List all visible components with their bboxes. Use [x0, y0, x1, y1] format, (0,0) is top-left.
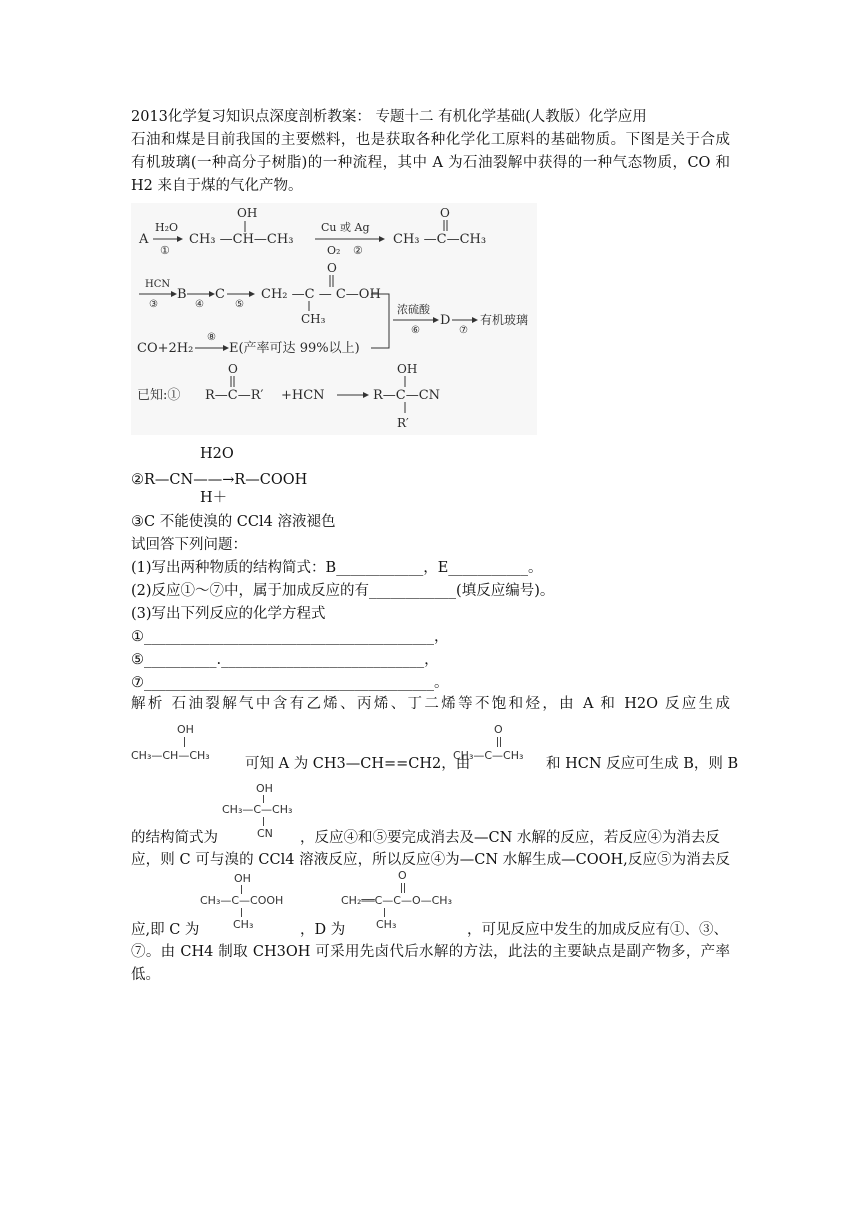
ketone-formula: R—C—R′	[205, 388, 264, 403]
cyanohydrin-r-prime: R′	[397, 416, 409, 430]
analysis-line-7: 低。	[131, 967, 160, 983]
analysis-line-3b: ，反应④和⑤要完成消去及—CN 水解的反应，若反应④为消去反	[300, 830, 720, 846]
step-4-number: ④	[195, 299, 204, 310]
known-label: 已知:①	[137, 388, 181, 403]
structure-5-formula: CH₂══C—C—O—CH₃	[341, 894, 452, 907]
structure-2-oxygen: O	[494, 723, 503, 736]
hcn-reagent-label: HCN	[145, 279, 171, 290]
known3-condition: ③C 不能使溴的 CCl4 溶液褪色	[131, 514, 336, 530]
analysis-line-1: 解析 石油裂解气中含有乙烯、丙烯、丁二烯等不饱和烃，由 A 和 H2O 反应生成	[131, 696, 730, 712]
arrow-head-5	[249, 291, 255, 297]
known-arrow-head	[363, 392, 369, 398]
answer-blank-7: ⑦________________________________________。	[131, 675, 449, 691]
sulfuric-acid-label: 浓硫酸	[397, 303, 430, 316]
analysis-line-4: 应，则 C 可与溴的 CCl4 溶液反应，所以反应④为—CN 水解生成—COOH,反应⑤为消去反	[131, 852, 730, 868]
step-7-number: ⑦	[459, 325, 468, 336]
acetone-formula: CH₃ —C—CH₃	[393, 232, 487, 247]
step-1-number: ①	[160, 244, 170, 257]
structure-2-double-bond	[497, 737, 501, 747]
step-6-number: ⑥	[411, 325, 420, 336]
structure-1-isopropanol: CH₃—CH—CH₃	[131, 749, 210, 762]
question-3: (3)写出下列反应的化学方程式	[131, 606, 326, 622]
structure-4-methyl: CH₃	[233, 918, 254, 931]
structure-1-bond	[184, 737, 185, 747]
structure-3-hydroxyl: OH	[256, 782, 273, 795]
structure-3-cyano: CN	[257, 827, 273, 840]
known2-bottom-reagent: H＋	[200, 490, 228, 506]
question-2: (2)反应①～⑦中，属于加成反应的有____________(填反应编号)。	[131, 583, 555, 599]
structure-5-methyl: CH₃	[376, 918, 397, 931]
row2-methyl-group: CH₃	[301, 312, 326, 326]
intro-line-1: 石油和煤是目前我国的主要燃料，也是获取各种化学化工原料的基础物质。下图是关于合成	[131, 132, 730, 148]
compound-b-label: B	[177, 287, 187, 302]
arrow-head-6	[433, 317, 439, 323]
syngas-label: CO+2H₂	[137, 341, 194, 356]
structure-3-top-bond	[263, 795, 264, 803]
arrow-head-2	[379, 236, 385, 242]
known-carbonyl-oxygen: O	[228, 362, 238, 376]
structure-3-bottom-bond	[263, 817, 264, 826]
analysis-line-5c: ，可见反应中发生的加成反应有①、③、	[467, 922, 728, 938]
arrow-head-7	[472, 317, 478, 323]
intro-line-2: 有机玻璃(一种高分子树脂)的一种流程，其中 A 为石油裂解中获得的一种气态物质，CO 和	[131, 155, 730, 171]
row1-carbonyl-oxygen: O	[440, 206, 450, 220]
catalyst-label: Cu 或 Ag	[321, 221, 370, 234]
analysis-line-2b: 和 HCN 反应可生成 B，则 B	[546, 756, 739, 772]
compound-c-label: C	[215, 287, 225, 302]
arrow-head-1	[177, 236, 183, 242]
step-5-number: ⑤	[235, 299, 244, 310]
structure-5-bottom-bond	[384, 908, 385, 917]
structure-4-top-bond	[241, 885, 242, 894]
answer-blank-1: ①________________________________________，	[131, 629, 449, 645]
analysis-line-5a: 应,即 C 为	[131, 922, 200, 938]
questions-intro: 试回答下列问题：	[131, 537, 247, 553]
analysis-line-6: ⑦。由 CH4 制取 CH3OH 可采用先卤代后水解的方法，此法的主要缺点是副产物多，产率	[131, 944, 730, 960]
structure-5-oxygen: O	[398, 869, 407, 882]
structure-4-formula: CH₃—C—COOH	[200, 894, 284, 907]
compound-a-label: A	[139, 232, 149, 247]
compound-e-label: E(产率可达 99%以上)	[229, 341, 360, 356]
intro-line-3: H2 来自于煤的气化产物。	[131, 178, 303, 194]
analysis-line-5b: ，D 为	[300, 922, 346, 938]
analysis-line-3a: 的结构简式为	[131, 830, 218, 846]
document-title: 2013化学复习知识点深度剖析教案： 专题十二 有机化学基础(人教版）化学应用	[131, 109, 647, 125]
answer-blank-5: ⑤__________.____________________________，	[131, 652, 439, 668]
organic-glass-label: 有机玻璃	[480, 313, 529, 327]
plus-hcn-label: +HCN	[281, 388, 325, 403]
isopropanol-formula: CH₃ —CH—CH₃	[189, 232, 294, 247]
structure-2-acetone: CH₃—C—CH₃	[453, 749, 524, 762]
structure-5-double-bond	[401, 883, 405, 893]
merge-bracket	[371, 294, 389, 348]
known2-top-reagent: H2O	[200, 446, 234, 462]
methacrylic-acid-formula: CH₂ —C — C—OH	[261, 287, 381, 302]
water-reagent-label: H₂O	[155, 221, 179, 234]
cyanohydrin-hydroxyl: OH	[397, 362, 418, 376]
structure-1-hydroxyl: OH	[177, 723, 194, 736]
question-1: (1)写出两种物质的结构简式：B____________，E___________。	[131, 560, 543, 576]
row2-carbonyl-oxygen: O	[327, 261, 337, 275]
known2-equation: ②R—CN——→R—COOH	[131, 472, 308, 488]
oxygen-reagent-label: O₂	[327, 244, 341, 257]
cyanohydrin-formula: R—C—CN	[373, 388, 441, 403]
step-2-number: ②	[353, 244, 363, 257]
structure-3-formula: CH₃—C—CH₃	[222, 803, 293, 816]
step-8-number: ⑧	[207, 332, 216, 343]
step-3-number: ③	[149, 299, 158, 310]
compound-d-label: D	[440, 313, 451, 328]
row1-hydroxyl-label: OH	[237, 206, 258, 220]
structure-4-bottom-bond	[241, 908, 242, 917]
structure-4-hydroxyl: OH	[234, 872, 251, 885]
reaction-scheme-figure	[131, 203, 537, 435]
analysis-line-2a: 可知 A 为 CH3—CH==CH2，由	[245, 756, 471, 772]
